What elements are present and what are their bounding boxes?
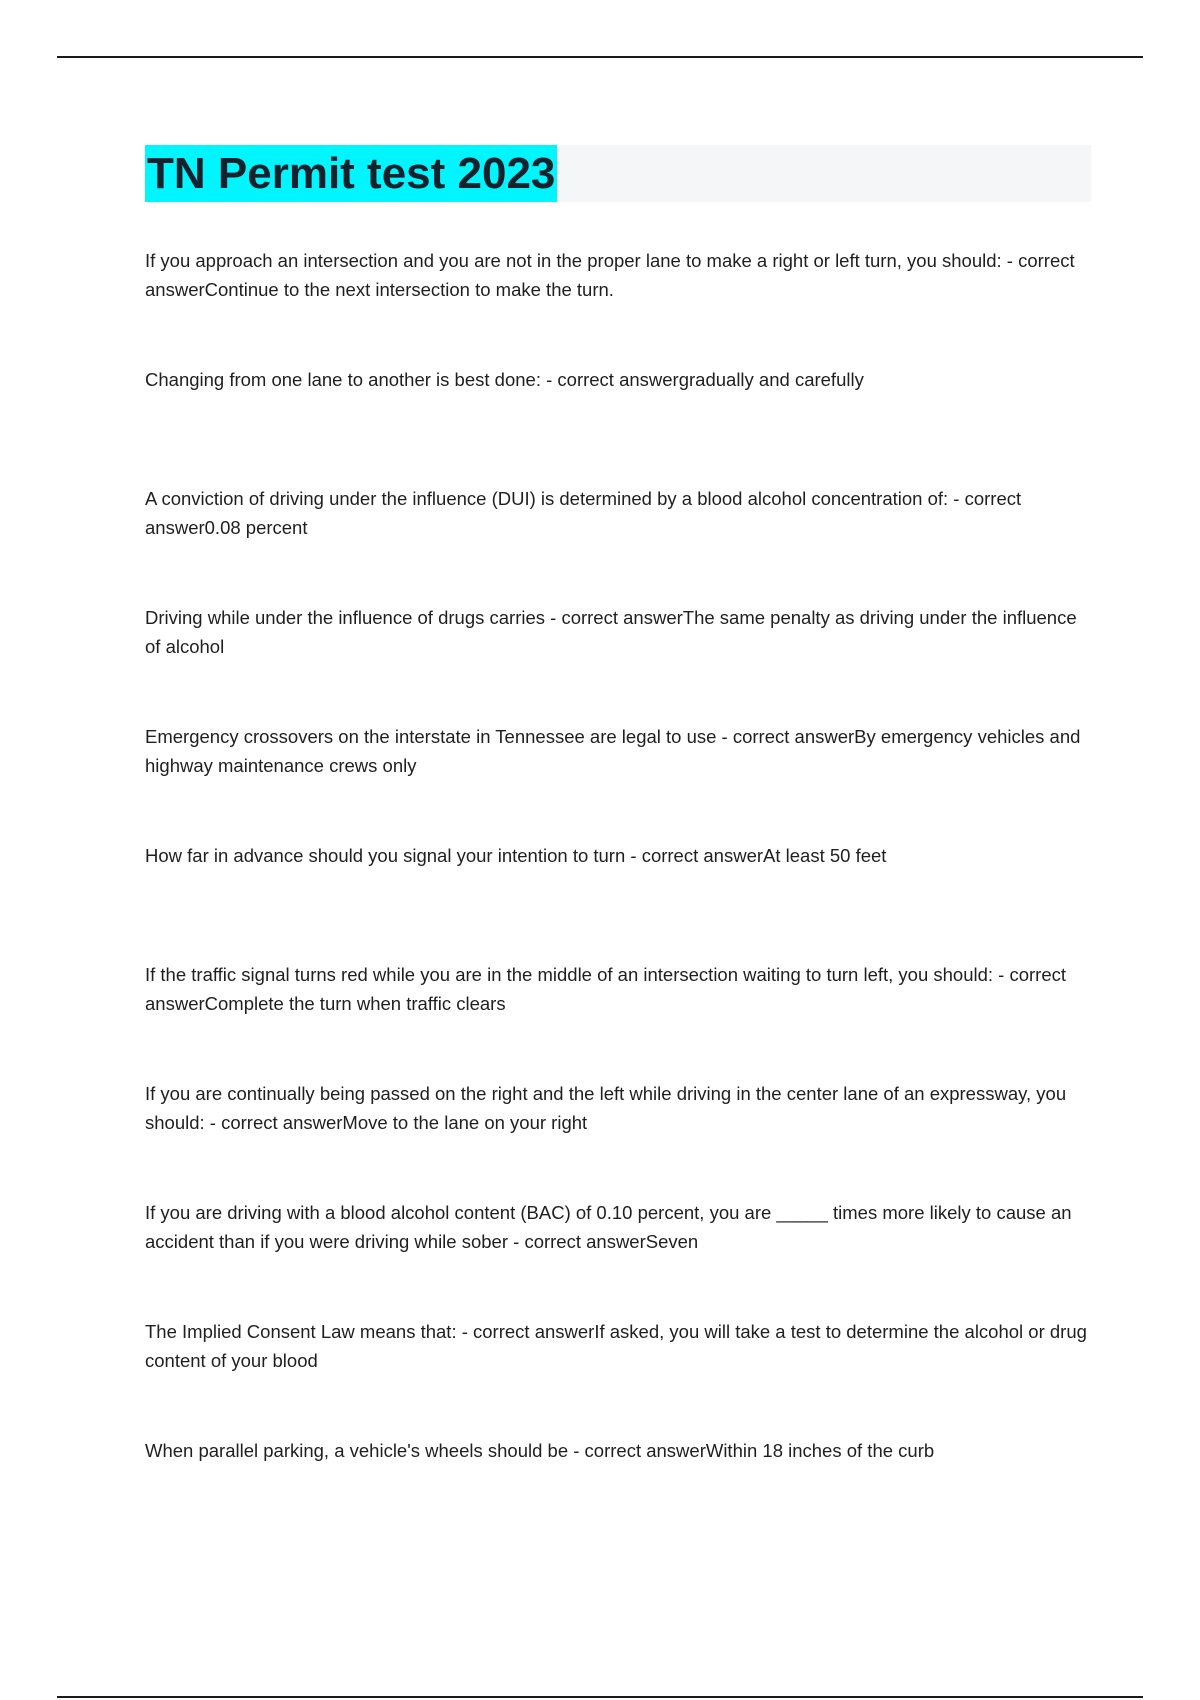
- qa-item: The Implied Consent Law means that: - correct answerIf asked, you will take a test to determine the alcohol or drug content of your blood: [145, 1321, 1087, 1371]
- qa-item: If you are continually being passed on the right and the left while driving in the center lane of an expressway, you should: - correct answerMove to the lane on your right: [145, 1083, 1067, 1133]
- page-bottom-rule: [57, 1696, 1143, 1698]
- qa-item: If you are driving with a blood alcohol content (BAC) of 0.10 percent, you are _____ times more likely to cause an accident than if you were driving while sober - correct answerSeven: [145, 1202, 1072, 1252]
- qa-item: Emergency crossovers on the interstate in Tennessee are legal to use - correct answerBy emergency vehicles and highway maintenance crews only: [145, 726, 1081, 776]
- document-title: TN Permit test 2023: [145, 145, 557, 202]
- qa-item: If the traffic signal turns red while you are in the middle of an intersection waiting to turn left, you should: - correct answerComplete the turn when traffic clears: [145, 964, 1067, 1014]
- qa-item: A conviction of driving under the influence (DUI) is determined by a blood alcohol concentration of: - correct answer0.08 percent: [145, 488, 1022, 538]
- page-top-rule: [57, 56, 1143, 58]
- qa-item: How far in advance should you signal your intention to turn - correct answerAt least 50 feet: [145, 845, 887, 866]
- qa-item: Changing from one lane to another is best done: - correct answergradually and carefully: [145, 369, 864, 390]
- qa-item: Driving while under the influence of drugs carries - correct answerThe same penalty as driving under the influence of alcohol: [145, 607, 1077, 657]
- qa-item: If you approach an intersection and you are not in the proper lane to make a right or left turn, you should: - correct answerContinue to the next intersection to make the turn.: [145, 250, 1075, 300]
- qa-list: [145, 246, 1095, 1555]
- qa-item: When parallel parking, a vehicle's wheels should be - correct answerWithin 18 inches of the curb: [145, 1440, 935, 1461]
